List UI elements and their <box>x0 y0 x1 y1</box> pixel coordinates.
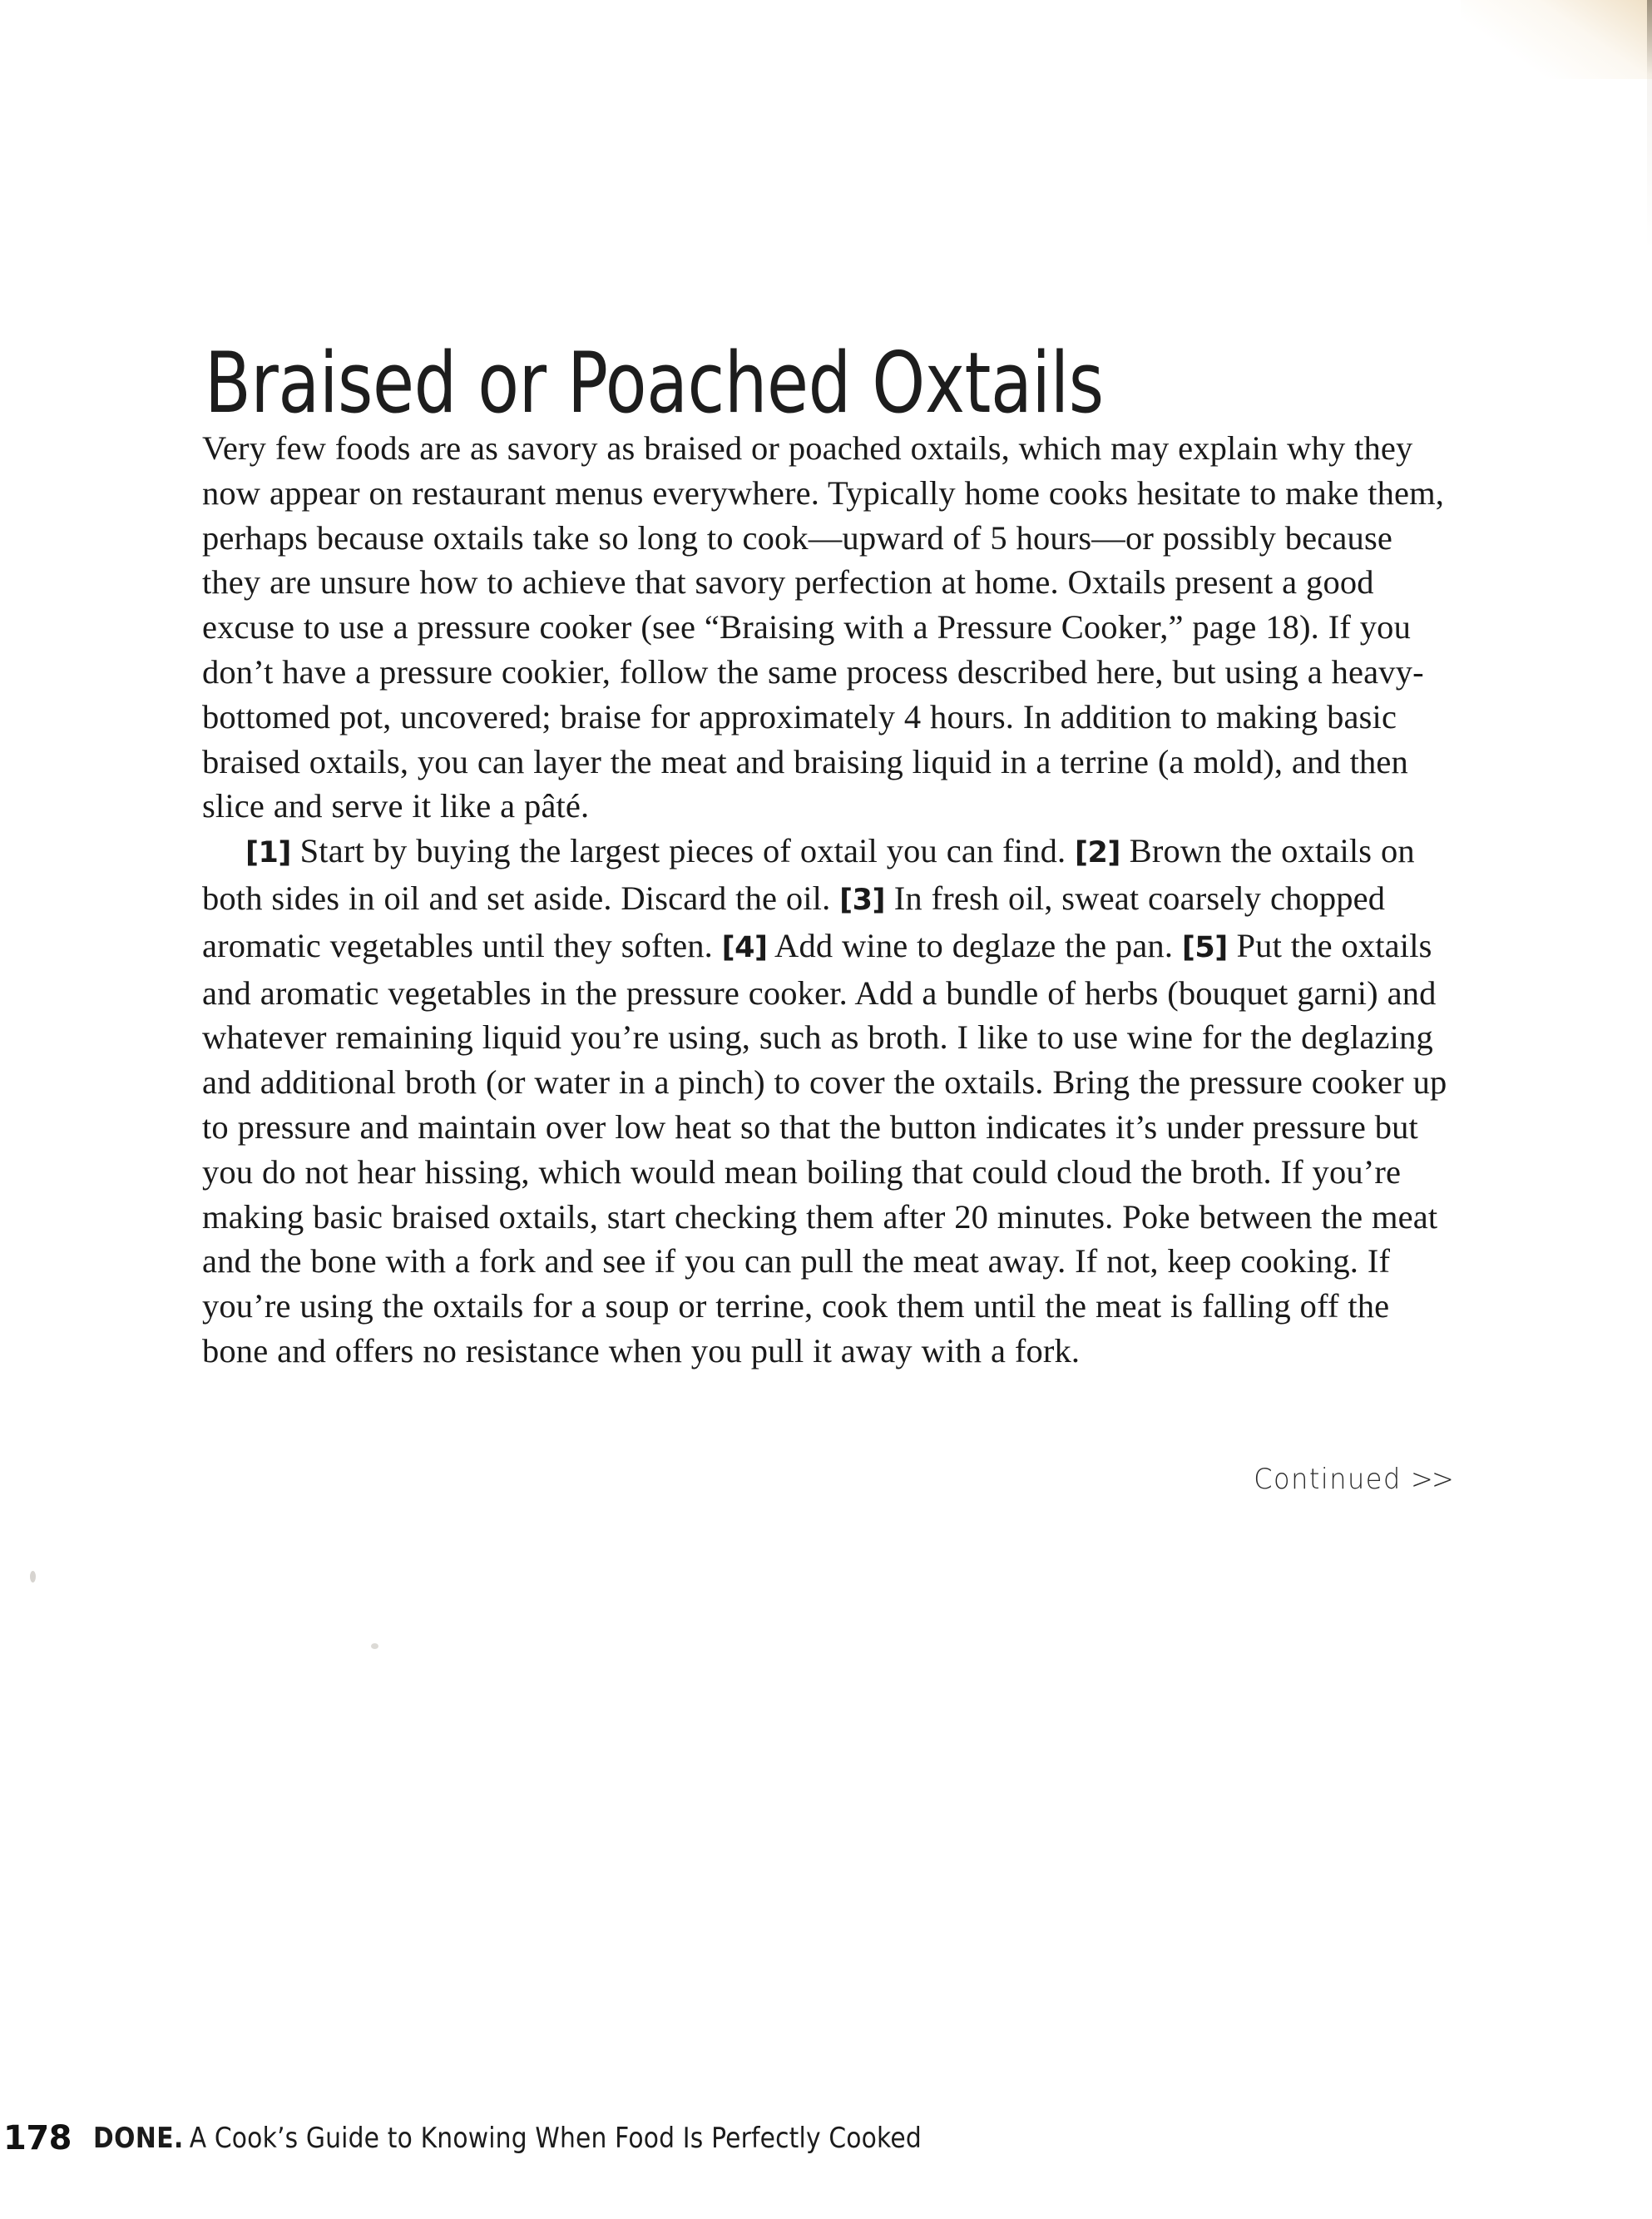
page-footer <box>0 2109 998 2167</box>
book-title: DONE. <box>93 2122 184 2155</box>
step-marker-2: [2] <box>1075 836 1120 870</box>
step-text-2: Brown the oxtails on both sides in oil and set aside. Discard the oil. <box>202 832 1415 917</box>
step-marker-5: [5] <box>1181 930 1228 964</box>
step-marker-1: [1] <box>245 836 291 870</box>
book-subtitle: A Cook’s Guide to Knowing When Food Is Perfectly Cooked <box>189 2122 922 2155</box>
intro-paragraph: Very few foods are as savory as braised or poached oxtails, which may explain why they now appear on restaurant menus everywhere. Typically home cooks hesitate to make them, perhaps because oxtails take so long to cook—upward of 5 hours—or possibly because they are unsure how to achieve that savory perfection at home. Oxtails present a good excuse to use a pressure cooker (see “Braising with a Pressure Cooker,” page 18). If you don’t have a pressure cookier, follow the same process described here, but using a heavy-bottomed pot, uncovered; braise for approximately 4 hours. In addition to making basic braised oxtails, you can layer the meat and braising liquid in a terrine (a mold), and then slice and serve it like a pâté. <box>202 429 1445 825</box>
footer-running-head <box>93 2122 922 2155</box>
recipe-body <box>202 426 1460 1374</box>
continued-marker <box>1254 1463 1452 1496</box>
step-marker-3: [3] <box>839 883 885 917</box>
scan-artifact-corner <box>1461 0 1652 79</box>
step-text-4: Add wine to deglaze the pan. <box>767 926 1182 964</box>
page-number: 178 <box>3 2119 72 2157</box>
steps-paragraph <box>202 829 1460 1374</box>
step-marker-4: [4] <box>721 930 768 964</box>
scan-speck <box>371 1643 378 1649</box>
scan-artifact-edge <box>1647 0 1652 250</box>
chevron-right-icon: >> <box>1411 1463 1452 1496</box>
continued-label: Continued <box>1254 1463 1402 1496</box>
scan-speck <box>30 1571 36 1583</box>
step-text-3: In fresh oil, sweat coarsely chopped aromatic vegetables until they soften. <box>202 879 1386 964</box>
step-text-1: Start by buying the largest pieces of oxtail you can find. <box>290 832 1076 870</box>
page-title: Braised or Poached Oxtails <box>205 333 1104 432</box>
step-text-5: Put the oxtails and aromatic vegetables in the pressure cooker. Add a bundle of herbs (bouquet garni) and whatever remaining liquid you’re using, such as broth. I like to use wine for the deglazing and additional broth (or water in a pinch) to cover the oxtails. Bring the pressure cooker up to pressure and maintain over low heat so that the button indicates it’s under pressure but you do not hear hissing, which would mean boiling that could cloud the broth. If you’re making basic braised oxtails, start checking them after 20 minutes. Poke between the meat and the bone with a fork and see if you can pull the meat away. If not, keep cooking. If you’re using the oxtails for a soup or terrine, cook them until the meat is falling off the bone and offers no resistance when you pull it away with a fork. <box>202 926 1447 1370</box>
